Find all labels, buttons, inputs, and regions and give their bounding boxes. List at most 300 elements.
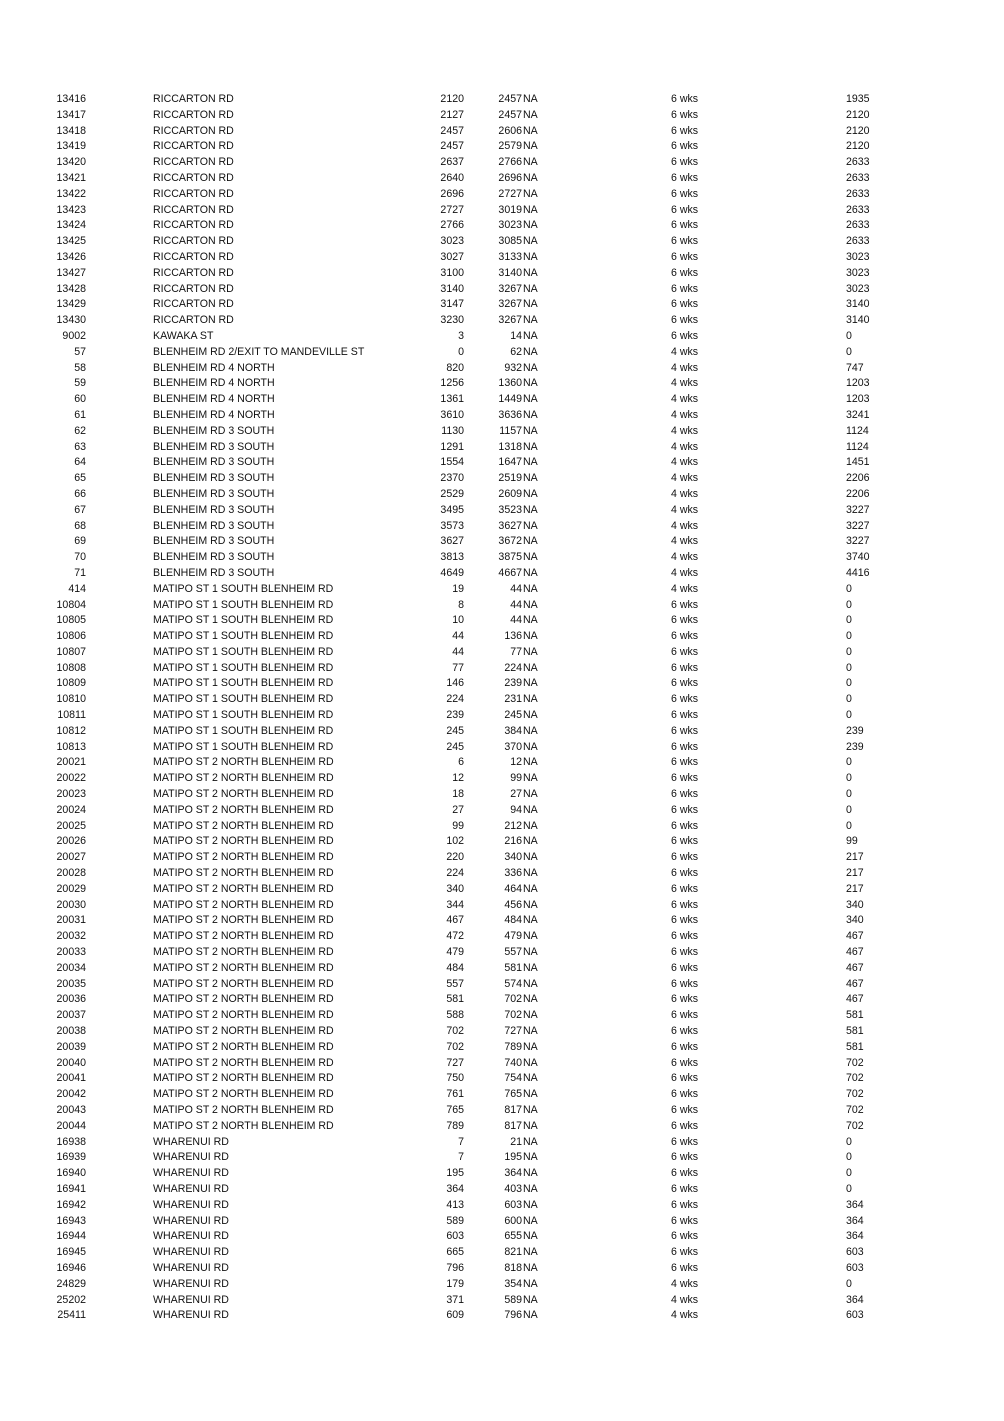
road-name-cell: MATIPO ST 2 NORTH BLENHEIM RD (153, 1119, 334, 1132)
duration-cell: 4 wks (671, 440, 699, 453)
record-id-cell: 25202 (56, 1293, 86, 1306)
na-flag-cell: NA (523, 551, 538, 564)
previous-value-cell: 581 (846, 1040, 864, 1053)
start-value-cell: 3140 (440, 282, 464, 295)
start-value-cell: 3573 (440, 519, 464, 532)
end-value-cell: 44 (510, 598, 522, 611)
na-flag-cell: NA (523, 1009, 538, 1022)
start-value-cell: 789 (446, 1119, 464, 1132)
duration-cell: 4 wks (671, 361, 699, 374)
na-flag-cell: NA (523, 203, 538, 216)
previous-value-cell: 2633 (846, 171, 870, 184)
previous-value-cell: 581 (846, 1009, 864, 1022)
previous-value-cell: 0 (846, 1135, 852, 1148)
previous-value-cell: 2120 (846, 140, 870, 153)
end-value-cell: 702 (504, 1009, 522, 1022)
previous-value-cell: 2633 (846, 203, 870, 216)
previous-value-cell: 1935 (846, 93, 870, 105)
record-id-cell: 60 (74, 393, 86, 406)
table-row (0, 440, 1004, 456)
record-id-cell: 20036 (56, 993, 86, 1006)
record-id-cell: 10804 (56, 598, 86, 611)
record-id-cell: 20023 (56, 788, 86, 801)
table-row (0, 1103, 1004, 1119)
na-flag-cell: NA (523, 156, 538, 169)
start-value-cell: 3610 (440, 408, 464, 421)
table-row (0, 550, 1004, 566)
start-value-cell: 3813 (440, 551, 464, 564)
end-value-cell: 817 (504, 1119, 522, 1132)
previous-value-cell: 0 (846, 630, 852, 643)
road-name-cell: BLENHEIM RD 3 SOUTH (153, 519, 275, 532)
na-flag-cell: NA (523, 1056, 538, 1069)
end-value-cell: 1449 (498, 393, 522, 406)
table-row (0, 408, 1004, 424)
na-flag-cell: NA (523, 882, 538, 895)
end-value-cell: 1647 (498, 456, 522, 469)
record-id-cell: 13429 (56, 298, 86, 311)
end-value-cell: 77 (510, 645, 522, 658)
start-value-cell: 371 (446, 1293, 464, 1306)
road-name-cell: MATIPO ST 1 SOUTH BLENHEIM RD (153, 740, 334, 753)
end-value-cell: 3636 (498, 408, 522, 421)
na-flag-cell: NA (523, 456, 538, 469)
end-value-cell: 3523 (498, 503, 522, 516)
road-name-cell: RICCARTON RD (153, 250, 234, 263)
record-id-cell: 13417 (56, 108, 86, 121)
table-row (0, 250, 1004, 266)
road-name-cell: RICCARTON RD (153, 203, 234, 216)
previous-value-cell: 747 (846, 361, 864, 374)
table-row (0, 1277, 1004, 1293)
end-value-cell: 403 (504, 1182, 522, 1195)
previous-value-cell: 3740 (846, 551, 870, 564)
previous-value-cell: 2206 (846, 472, 870, 485)
end-value-cell: 195 (504, 1151, 522, 1164)
na-flag-cell: NA (523, 819, 538, 832)
table-row (0, 740, 1004, 756)
road-name-cell: WHARENUI RD (153, 1167, 229, 1180)
record-id-cell: 13421 (56, 171, 86, 184)
duration-cell: 4 wks (671, 1293, 699, 1306)
road-name-cell: MATIPO ST 2 NORTH BLENHEIM RD (153, 788, 334, 801)
start-value-cell: 7 (458, 1135, 464, 1148)
duration-cell: 6 wks (671, 1167, 699, 1180)
record-id-cell: 10810 (56, 693, 86, 706)
record-id-cell: 16939 (56, 1151, 86, 1164)
table-row (0, 1198, 1004, 1214)
table-row (0, 771, 1004, 787)
record-id-cell: 10806 (56, 630, 86, 643)
road-name-cell: BLENHEIM RD 2/EXIT TO MANDEVILLE ST (153, 345, 365, 358)
start-value-cell: 2637 (440, 156, 464, 169)
duration-cell: 6 wks (671, 203, 699, 216)
duration-cell: 4 wks (671, 503, 699, 516)
start-value-cell: 3627 (440, 535, 464, 548)
table-row (0, 1308, 1004, 1324)
start-value-cell: 2696 (440, 187, 464, 200)
na-flag-cell: NA (523, 693, 538, 706)
record-id-cell: 16943 (56, 1214, 86, 1227)
previous-value-cell: 467 (846, 946, 864, 959)
start-value-cell: 0 (458, 345, 464, 358)
road-name-cell: MATIPO ST 2 NORTH BLENHEIM RD (153, 851, 334, 864)
record-id-cell: 13430 (56, 314, 86, 327)
start-value-cell: 413 (446, 1198, 464, 1211)
na-flag-cell: NA (523, 724, 538, 737)
table-row (0, 1166, 1004, 1182)
table-row (0, 424, 1004, 440)
record-id-cell: 10813 (56, 740, 86, 753)
end-value-cell: 336 (504, 867, 522, 880)
duration-cell: 6 wks (671, 266, 699, 279)
previous-value-cell: 0 (846, 1277, 852, 1290)
end-value-cell: 94 (510, 803, 522, 816)
na-flag-cell: NA (523, 298, 538, 311)
na-flag-cell: NA (523, 851, 538, 864)
table-row (0, 1229, 1004, 1245)
previous-value-cell: 0 (846, 819, 852, 832)
previous-value-cell: 702 (846, 1119, 864, 1132)
duration-cell: 6 wks (671, 914, 699, 927)
end-value-cell: 2766 (498, 156, 522, 169)
road-name-cell: MATIPO ST 2 NORTH BLENHEIM RD (153, 819, 334, 832)
start-value-cell: 1256 (440, 377, 464, 390)
road-name-cell: BLENHEIM RD 3 SOUTH (153, 440, 275, 453)
na-flag-cell: NA (523, 788, 538, 801)
record-id-cell: 414 (68, 582, 86, 595)
table-row (0, 613, 1004, 629)
road-name-cell: WHARENUI RD (153, 1277, 229, 1290)
duration-cell: 6 wks (671, 898, 699, 911)
record-id-cell: 10807 (56, 645, 86, 658)
road-name-cell: MATIPO ST 2 NORTH BLENHEIM RD (153, 1072, 334, 1085)
start-value-cell: 3495 (440, 503, 464, 516)
road-name-cell: MATIPO ST 2 NORTH BLENHEIM RD (153, 930, 334, 943)
record-id-cell: 20027 (56, 851, 86, 864)
table-row (0, 1261, 1004, 1277)
duration-cell: 6 wks (671, 661, 699, 674)
end-value-cell: 702 (504, 993, 522, 1006)
record-id-cell: 24829 (56, 1277, 86, 1290)
table-row (0, 139, 1004, 155)
road-name-cell: MATIPO ST 1 SOUTH BLENHEIM RD (153, 598, 334, 611)
duration-cell: 4 wks (671, 566, 699, 579)
start-value-cell: 44 (452, 630, 464, 643)
table-row (0, 471, 1004, 487)
previous-value-cell: 2120 (846, 124, 870, 137)
previous-value-cell: 2633 (846, 219, 870, 232)
table-row (0, 392, 1004, 408)
na-flag-cell: NA (523, 472, 538, 485)
road-name-cell: BLENHEIM RD 4 NORTH (153, 377, 275, 390)
road-name-cell: WHARENUI RD (153, 1309, 229, 1322)
end-value-cell: 2696 (498, 171, 522, 184)
start-value-cell: 224 (446, 693, 464, 706)
table-row (0, 108, 1004, 124)
duration-cell: 4 wks (671, 551, 699, 564)
na-flag-cell: NA (523, 630, 538, 643)
end-value-cell: 4667 (498, 566, 522, 579)
previous-value-cell: 3140 (846, 314, 870, 327)
road-name-cell: MATIPO ST 1 SOUTH BLENHEIM RD (153, 693, 334, 706)
start-value-cell: 581 (446, 993, 464, 1006)
table-row (0, 724, 1004, 740)
previous-value-cell: 0 (846, 677, 852, 690)
record-id-cell: 20039 (56, 1040, 86, 1053)
end-value-cell: 574 (504, 977, 522, 990)
na-flag-cell: NA (523, 803, 538, 816)
record-id-cell: 9002 (62, 329, 86, 342)
road-name-cell: MATIPO ST 2 NORTH BLENHEIM RD (153, 993, 334, 1006)
start-value-cell: 77 (452, 661, 464, 674)
road-name-cell: MATIPO ST 2 NORTH BLENHEIM RD (153, 914, 334, 927)
road-name-cell: BLENHEIM RD 4 NORTH (153, 393, 275, 406)
road-name-cell: BLENHEIM RD 3 SOUTH (153, 551, 275, 564)
na-flag-cell: NA (523, 1230, 538, 1243)
previous-value-cell: 467 (846, 961, 864, 974)
road-name-cell: MATIPO ST 1 SOUTH BLENHEIM RD (153, 630, 334, 643)
table-row (0, 124, 1004, 140)
record-id-cell: 13428 (56, 282, 86, 295)
start-value-cell: 2457 (440, 124, 464, 137)
table-row (0, 376, 1004, 392)
previous-value-cell: 603 (846, 1309, 864, 1322)
start-value-cell: 761 (446, 1088, 464, 1101)
duration-cell: 6 wks (671, 977, 699, 990)
previous-value-cell: 0 (846, 1151, 852, 1164)
table-row (0, 361, 1004, 377)
record-id-cell: 16941 (56, 1182, 86, 1195)
table-row (0, 708, 1004, 724)
na-flag-cell: NA (523, 314, 538, 327)
duration-cell: 4 wks (671, 582, 699, 595)
na-flag-cell: NA (523, 124, 538, 137)
end-value-cell: 789 (504, 1040, 522, 1053)
na-flag-cell: NA (523, 235, 538, 248)
table-row (0, 1056, 1004, 1072)
table-row (0, 1071, 1004, 1087)
na-flag-cell: NA (523, 1214, 538, 1227)
na-flag-cell: NA (523, 835, 538, 848)
record-id-cell: 13424 (56, 219, 86, 232)
na-flag-cell: NA (523, 1261, 538, 1274)
record-id-cell: 13418 (56, 124, 86, 137)
table-row (0, 598, 1004, 614)
start-value-cell: 557 (446, 977, 464, 990)
end-value-cell: 3023 (498, 219, 522, 232)
road-name-cell: RICCARTON RD (153, 171, 234, 184)
end-value-cell: 3267 (498, 314, 522, 327)
start-value-cell: 224 (446, 867, 464, 880)
na-flag-cell: NA (523, 1151, 538, 1164)
road-name-cell: MATIPO ST 2 NORTH BLENHEIM RD (153, 1088, 334, 1101)
end-value-cell: 456 (504, 898, 522, 911)
na-flag-cell: NA (523, 898, 538, 911)
duration-cell: 6 wks (671, 1009, 699, 1022)
record-id-cell: 20025 (56, 819, 86, 832)
road-name-cell: BLENHEIM RD 4 NORTH (153, 408, 275, 421)
table-row (0, 487, 1004, 503)
previous-value-cell: 0 (846, 329, 852, 342)
start-value-cell: 6 (458, 756, 464, 769)
start-value-cell: 12 (452, 772, 464, 785)
previous-value-cell: 0 (846, 693, 852, 706)
duration-cell: 6 wks (671, 171, 699, 184)
previous-value-cell: 0 (846, 709, 852, 722)
table-row (0, 234, 1004, 250)
duration-cell: 6 wks (671, 1214, 699, 1227)
record-id-cell: 20043 (56, 1104, 86, 1116)
record-id-cell: 63 (74, 440, 86, 453)
end-value-cell: 2609 (498, 487, 522, 500)
road-name-cell: MATIPO ST 2 NORTH BLENHEIM RD (153, 835, 334, 848)
road-name-cell: MATIPO ST 2 NORTH BLENHEIM RD (153, 977, 334, 990)
table-row (0, 850, 1004, 866)
duration-cell: 6 wks (671, 140, 699, 153)
road-name-cell: MATIPO ST 1 SOUTH BLENHEIM RD (153, 614, 334, 627)
end-value-cell: 754 (504, 1072, 522, 1085)
previous-value-cell: 4416 (846, 566, 870, 579)
table-row (0, 803, 1004, 819)
road-name-cell: RICCARTON RD (153, 298, 234, 311)
table-row (0, 945, 1004, 961)
na-flag-cell: NA (523, 519, 538, 532)
road-name-cell: RICCARTON RD (153, 124, 234, 137)
road-name-cell: RICCARTON RD (153, 282, 234, 295)
duration-cell: 6 wks (671, 282, 699, 295)
record-id-cell: 20029 (56, 882, 86, 895)
table-row (0, 1214, 1004, 1230)
na-flag-cell: NA (523, 914, 538, 927)
previous-value-cell: 1203 (846, 393, 870, 406)
record-id-cell: 61 (74, 408, 86, 421)
start-value-cell: 2127 (440, 108, 464, 121)
duration-cell: 6 wks (671, 1088, 699, 1101)
previous-value-cell: 239 (846, 740, 864, 753)
end-value-cell: 231 (504, 693, 522, 706)
na-flag-cell: NA (523, 661, 538, 674)
previous-value-cell: 3140 (846, 298, 870, 311)
end-value-cell: 765 (504, 1088, 522, 1101)
duration-cell: 6 wks (671, 1182, 699, 1195)
road-name-cell: MATIPO ST 1 SOUTH BLENHEIM RD (153, 582, 334, 595)
previous-value-cell: 702 (846, 1088, 864, 1101)
start-value-cell: 588 (446, 1009, 464, 1022)
start-value-cell: 27 (452, 803, 464, 816)
duration-cell: 6 wks (671, 1072, 699, 1085)
na-flag-cell: NA (523, 993, 538, 1006)
previous-value-cell: 3227 (846, 519, 870, 532)
na-flag-cell: NA (523, 740, 538, 753)
start-value-cell: 479 (446, 946, 464, 959)
duration-cell: 6 wks (671, 1025, 699, 1038)
road-name-cell: WHARENUI RD (153, 1182, 229, 1195)
na-flag-cell: NA (523, 1072, 538, 1085)
na-flag-cell: NA (523, 93, 538, 105)
table-row (0, 329, 1004, 345)
previous-value-cell: 217 (846, 867, 864, 880)
record-id-cell: 20033 (56, 946, 86, 959)
duration-cell: 6 wks (671, 156, 699, 169)
record-id-cell: 65 (74, 472, 86, 485)
duration-cell: 6 wks (671, 1230, 699, 1243)
na-flag-cell: NA (523, 535, 538, 548)
previous-value-cell: 3023 (846, 266, 870, 279)
duration-cell: 4 wks (671, 1309, 699, 1322)
duration-cell: 6 wks (671, 1261, 699, 1274)
road-name-cell: WHARENUI RD (153, 1246, 229, 1259)
table-row (0, 1008, 1004, 1024)
record-id-cell: 71 (74, 566, 86, 579)
road-name-cell: MATIPO ST 1 SOUTH BLENHEIM RD (153, 724, 334, 737)
record-id-cell: 62 (74, 424, 86, 437)
duration-cell: 6 wks (671, 598, 699, 611)
record-id-cell: 58 (74, 361, 86, 374)
duration-cell: 6 wks (671, 851, 699, 864)
previous-value-cell: 0 (846, 1182, 852, 1195)
start-value-cell: 4649 (440, 566, 464, 579)
start-value-cell: 665 (446, 1246, 464, 1259)
duration-cell: 6 wks (671, 788, 699, 801)
na-flag-cell: NA (523, 503, 538, 516)
duration-cell: 4 wks (671, 1277, 699, 1290)
na-flag-cell: NA (523, 946, 538, 959)
start-value-cell: 179 (446, 1277, 464, 1290)
record-id-cell: 64 (74, 456, 86, 469)
na-flag-cell: NA (523, 1104, 538, 1116)
record-id-cell: 10805 (56, 614, 86, 627)
previous-value-cell: 3227 (846, 503, 870, 516)
start-value-cell: 364 (446, 1182, 464, 1195)
road-name-cell: RICCARTON RD (153, 314, 234, 327)
na-flag-cell: NA (523, 1246, 538, 1259)
previous-value-cell: 99 (846, 835, 858, 848)
duration-cell: 6 wks (671, 329, 699, 342)
na-flag-cell: NA (523, 408, 538, 421)
table-row (0, 1087, 1004, 1103)
duration-cell: 6 wks (671, 1198, 699, 1211)
end-value-cell: 99 (510, 772, 522, 785)
previous-value-cell: 467 (846, 930, 864, 943)
road-name-cell: WHARENUI RD (153, 1261, 229, 1274)
record-id-cell: 13419 (56, 140, 86, 153)
na-flag-cell: NA (523, 329, 538, 342)
duration-cell: 6 wks (671, 819, 699, 832)
previous-value-cell: 603 (846, 1246, 864, 1259)
duration-cell: 6 wks (671, 630, 699, 643)
duration-cell: 6 wks (671, 614, 699, 627)
road-name-cell: WHARENUI RD (153, 1230, 229, 1243)
na-flag-cell: NA (523, 266, 538, 279)
end-value-cell: 589 (504, 1293, 522, 1306)
previous-value-cell: 364 (846, 1214, 864, 1227)
end-value-cell: 384 (504, 724, 522, 737)
duration-cell: 6 wks (671, 740, 699, 753)
table-row (0, 155, 1004, 171)
record-id-cell: 10811 (57, 709, 86, 722)
table-row (0, 519, 1004, 535)
record-id-cell: 66 (74, 487, 86, 500)
na-flag-cell: NA (523, 614, 538, 627)
na-flag-cell: NA (523, 1040, 538, 1053)
road-name-cell: KAWAKA ST (153, 329, 214, 342)
road-name-cell: MATIPO ST 2 NORTH BLENHEIM RD (153, 867, 334, 880)
record-id-cell: 13425 (56, 235, 86, 248)
table-row (0, 1182, 1004, 1198)
end-value-cell: 817 (504, 1104, 522, 1116)
road-name-cell: MATIPO ST 2 NORTH BLENHEIM RD (153, 772, 334, 785)
